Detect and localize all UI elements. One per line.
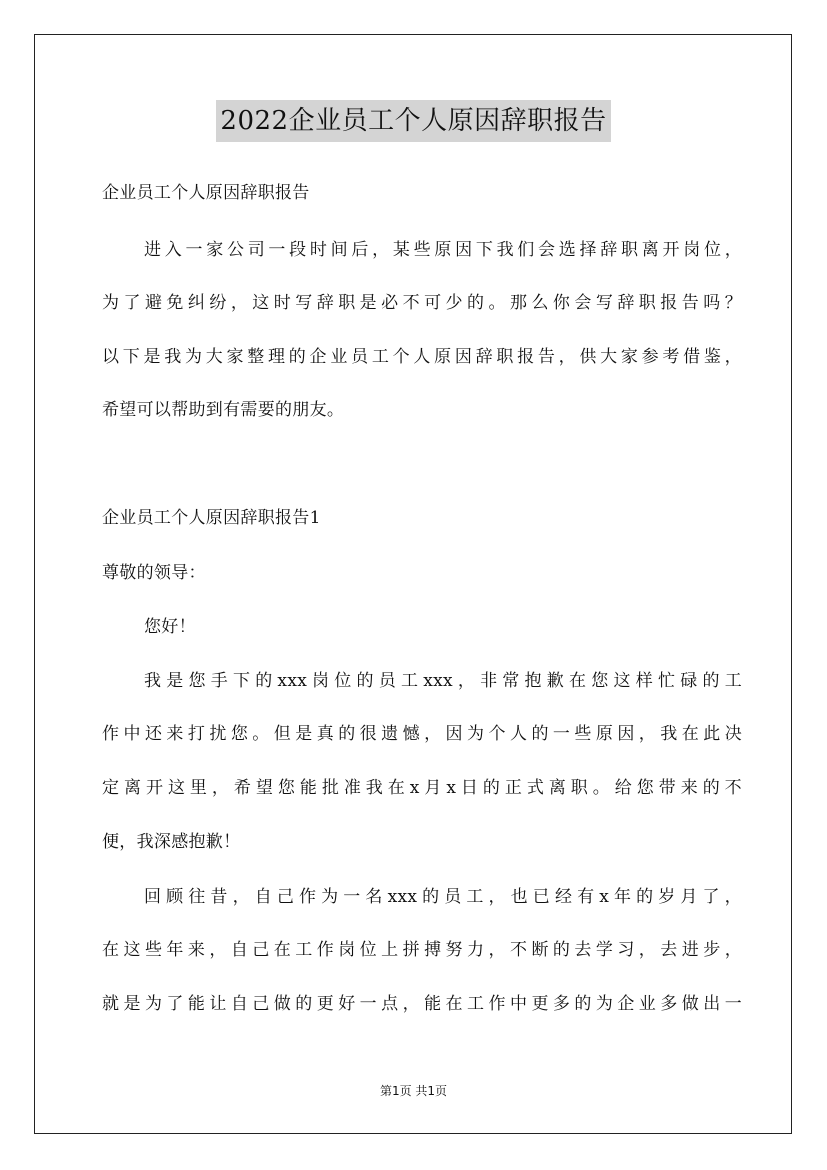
intro-line: 为了避免纠纷，这时写辞职是必不可少的。那么你会写辞职报告吗？ — [102, 293, 742, 313]
paragraph-line: 定离开这里，希望您能批准我在x月x日的正式离职。给您带来的不 — [102, 778, 742, 798]
paragraph-line: 便，我深感抱歉！ — [102, 832, 241, 852]
paragraph-line: 就是为了能让自己做的更好一点，能在工作中更多的为企业多做出一 — [102, 994, 742, 1014]
intro-line: 以下是我为大家整理的企业员工个人原因辞职报告，供大家参考借鉴， — [102, 347, 742, 367]
paragraph-line: 回顾往昔，自己作为一名xxx的员工，也已经有x年的岁月了， — [144, 887, 742, 907]
paragraph-line: 作中还来打扰您。但是真的很遗憾，因为个人的一些原因，我在此决 — [102, 724, 742, 744]
paragraph-line: 在这些年来，自己在工作岗位上拼搏努力，不断的去学习，去进步， — [102, 940, 742, 960]
title-container — [0, 100, 827, 142]
page-footer: 第1页 共1页 — [379, 1084, 448, 1098]
paragraph-line: 我是您手下的xxx岗位的员工xxx，非常抱歉在您这样忙碌的工 — [144, 671, 742, 691]
document-title: 2022企业员工个人原因辞职报告 — [216, 100, 610, 142]
section-heading: 企业员工个人原因辞职报告1 — [102, 508, 321, 528]
document-subtitle: 企业员工个人原因辞职报告 — [102, 183, 310, 203]
salutation: 尊敬的领导： — [102, 563, 206, 583]
intro-line: 进入一家公司一段时间后，某些原因下我们会选择辞职离开岗位， — [144, 240, 742, 260]
greeting: 您好！ — [144, 617, 196, 637]
intro-line: 希望可以帮助到有需要的朋友。 — [102, 400, 345, 420]
